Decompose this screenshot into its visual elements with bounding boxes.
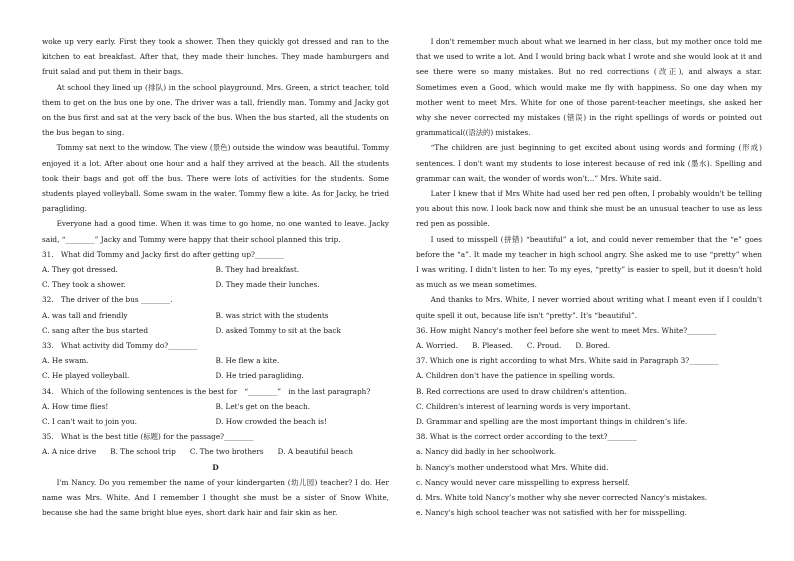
passage-d-paragraph-1: I'm Nancy. Do you remember the name of your kindergarten (幼儿园) teacher? I do. Her name was Mrs. White. And I remember I thought she must be a sister of Snow White, because she had the same bright blue eyes, short dark hair and fair skin as her.	[42, 477, 389, 518]
passage-c-paragraph-3: Tommy sat next to the window. The view (景色) outside the window was beautiful. Tommy enjoyed it a lot. After about one hour and a half they arrived at the beach. All the students took their bags and got off the bus. There were lots of activities for the students. Some students played volleyball. Some swam in the water. Tommy flew a kite. As for Jacky, he tried paragliding.	[42, 143, 389, 214]
event-a: a. Nancy did badly in her schoolwork.	[416, 447, 557, 457]
option-b: B. The school trip	[110, 447, 176, 457]
option-d: D. How crowded the beach is!	[215, 417, 327, 427]
question-33-stem: 33. What activity did Tommy do?________	[42, 341, 198, 351]
option-a: A. They got dressed.	[42, 265, 118, 275]
option-c: C. I can't wait to join you.	[42, 417, 137, 427]
question-31-stem: 31. What did Tommy and Jacky first do after getting up?________	[42, 249, 285, 259]
option-d: D. A beautiful beach	[277, 447, 353, 457]
passage-c-paragraph-1: woke up very early. First they took a shower. Then they quickly got dressed and ran to the kitchen to eat breakfast. After that, they made their lunches. They made hamburgers and fruit salad and put them in their bags.	[42, 37, 389, 77]
passage-c-paragraph-4: Everyone had a good time. When it was time to go home, no one wanted to leave. Jacky said, “________” Jacky and Tommy were happy that their school planned this trip.	[42, 219, 389, 244]
question-35-stem: 35. What is the best title (标题) for the passage?________	[42, 432, 254, 442]
option-d: D. asked Tommy to sit at the back	[215, 325, 341, 335]
question-38-stem: 38. What is the correct order according to the text?________	[416, 432, 637, 442]
option-c: C. Proud.	[526, 341, 562, 351]
event-d: d. Mrs. White told Nancy’s mother why she never corrected Nancy's mistakes.	[416, 493, 708, 503]
option-d: D. Bored.	[575, 341, 611, 351]
option-c: C. sang after the bus started	[42, 325, 148, 335]
passage-d-paragraph-2: I don't remember much about what we learned in her class, but my mother once told me that we used to write a lot. And I would bring back what I wrote and she would look at it and see there were so many mistakes. But no red corrections (改正), and always a star. Sometimes even a Good, which would make me fly with happiness. So one day when my mother went to meet Mrs. White for one of those parent-teacher meetings, she asked her why she never corrected my mistakes (错误) in the right spellings of words or pointed out grammatical((语法的) mistakes.	[416, 37, 762, 138]
option-a: A. Worried.	[416, 341, 458, 351]
event-c: c. Nancy would never care misspelling to express herself.	[416, 477, 630, 487]
question-36-stem: 36. How might Nancy's mother feel before she went to meet Mrs. White?________	[416, 325, 717, 335]
question-32-stem: 32. The driver of the bus ________.	[42, 295, 173, 305]
option-c: C. He played volleyball.	[42, 371, 130, 381]
option-c: C. The two brothers	[189, 447, 264, 457]
passage-d-paragraph-5: I used to misspell (拼错) “beautiful” a lot, and could never remember that the “e” goes before the “a”. It made my teacher in high school angry. She asked me to use “pretty” when I was writing. I didn't listen to her. To my eyes, “pretty” is easier to spell, but it doesn't hold as much as we mean sometimes.	[416, 234, 762, 290]
right-column	[416, 34, 762, 521]
question-31	[42, 247, 389, 293]
option-c: C. Children's interest of learning words is very important.	[416, 401, 631, 411]
question-36	[416, 323, 762, 353]
event-e: e. Nancy's high school teacher was not satisfied with her for misspelling.	[416, 508, 687, 518]
option-a: A. Children don't have the patience in spelling words.	[416, 371, 616, 381]
option-b: B. Red corrections are used to draw children's attention.	[416, 386, 627, 396]
option-a: A. He swam.	[42, 356, 89, 366]
option-d: D. They made their lunches.	[215, 280, 320, 290]
question-38	[416, 429, 762, 520]
passage-d-paragraph-6: And thanks to Mrs. White, I never worried about writing what I meant even if I couldn't quite spell it out, because life isn't “pretty”. It's “beautiful”.	[416, 295, 762, 320]
question-37-stem: 37. Which one is right according to what Mrs. White said in Paragraph 3?________	[416, 356, 719, 366]
question-35	[42, 429, 389, 459]
option-b: B. Let's get on the beach.	[215, 401, 311, 411]
passage-d-paragraph-3: “The children are just beginning to get excited about using words and forming (形成) sentences. I don't want my students to lose interest because of red ink (墨水). Spelling and grammar can wait, the wonder of words won't...” Mrs. White said.	[416, 143, 762, 183]
option-b: B. Pleased.	[471, 341, 513, 351]
question-34-stem: 34. Which of the following sentences is the best for “________” in the last paragraph?	[42, 386, 371, 396]
option-b: B. They had breakfast.	[215, 265, 300, 275]
left-column	[42, 34, 389, 521]
section-d-heading: D	[212, 462, 219, 472]
option-b: B. He flew a kite.	[215, 356, 280, 366]
option-a: A. How time flies!	[42, 401, 109, 411]
question-33	[42, 338, 389, 384]
option-c: C. They took a shower.	[42, 280, 126, 290]
question-34	[42, 384, 389, 430]
option-d: D. He tried paragliding.	[215, 371, 304, 381]
passage-d-paragraph-4: Later I knew that if Mrs White had used her red pen often, I probably wouldn't be telling you about this now. I look back now and think she must be an unusual teacher to use as less red pen as possible.	[416, 189, 762, 229]
option-a: A. was tall and friendly	[42, 310, 128, 320]
option-a: A. A nice drive	[42, 447, 97, 457]
question-32	[42, 292, 389, 338]
option-d: D. Grammar and spelling are the most important things in children’s life.	[416, 417, 688, 427]
question-37	[416, 353, 762, 429]
option-b: B. was strict with the students	[215, 310, 329, 320]
passage-c-paragraph-2: At school they lined up (排队) in the school playground. Mrs. Green, a strict teacher, told them to get on the bus one by one. The driver was a tall, friendly man. Tommy and Jacky got on the bus first and sat at the very back of the bus. When the bus started, all the students on the bus began to sing.	[42, 82, 389, 138]
event-b: b. Nancy's mother understood what Mrs. White did.	[416, 462, 609, 472]
